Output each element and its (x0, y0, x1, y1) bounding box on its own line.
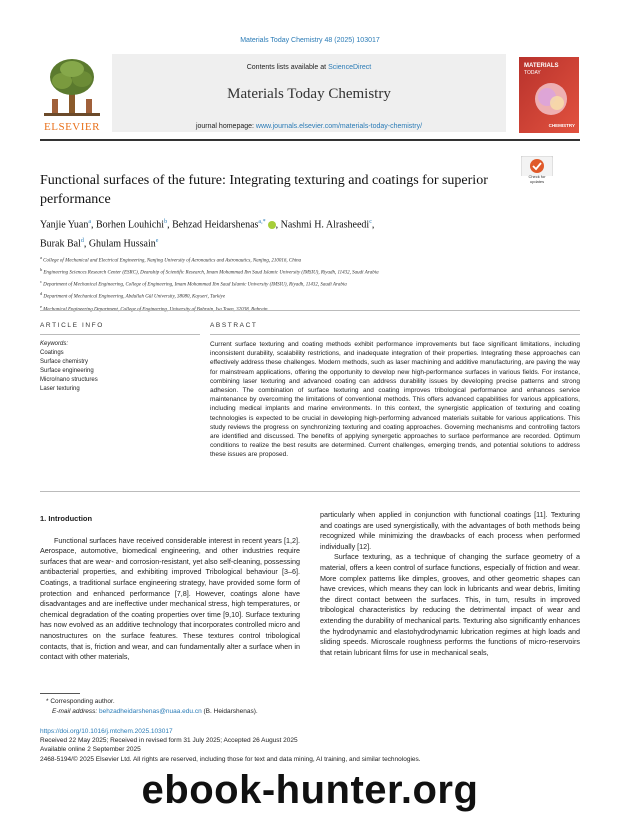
check-updates-icon (521, 156, 553, 176)
body-paragraph: Surface texturing, as a technique of changing the surface geometry of a material, offers a keen control of surface functions, especially of friction and wear. More complex patterns like dimples, grooves, and other geometric shapes can have crevices, which means they can lock in lubricants and wear debris, limiting the direct contact between the surfaces. This, in turn, results in improved tribological characteristics by reducing the detrimental impact of wear and extending the durability of mechanical parts. Texturing also significantly enhances the hydrodynamic and elastohydrodynamic lubrication regimes at high loads and sliding speeds. Microscale roughness performs the functions of micro-reservoirs that retain lubricant films for use in mechanical seals, (320, 552, 580, 657)
journal-cover-image[interactable] (519, 57, 579, 133)
author-separator: , (167, 219, 173, 231)
abstract-heading: ABSTRACT (210, 322, 258, 329)
abstract-bottom-rule (40, 491, 580, 492)
author-affiliation-marker[interactable]: b (164, 219, 168, 225)
email-label: E-mail address: (52, 707, 99, 715)
contents-line (112, 64, 506, 71)
homepage-link[interactable]: www.journals.elsevier.com/materials-today-chemistry/ (255, 123, 423, 130)
section-heading-introduction: 1. Introduction (40, 514, 93, 523)
author-name[interactable]: Ghulam Hussain (88, 238, 156, 250)
check-updates-label: Check for updates (528, 174, 546, 184)
received-dates: Received 22 May 2025; Received in revised form 31 July 2025; Accepted 26 August 2025 (40, 737, 298, 745)
author-separator: , (371, 219, 375, 231)
journal-name: Materials Today Chemistry (227, 86, 391, 102)
cover-brand: CHEMISTRY (548, 123, 575, 128)
email-link[interactable]: behzadheidarshenas@nuaa.edu.cn (98, 707, 202, 715)
footnote (40, 697, 440, 716)
author-affiliation-marker[interactable]: a (88, 219, 92, 225)
affiliation (40, 303, 580, 315)
article-info-rule (40, 334, 200, 335)
affiliation-marker: e (40, 303, 44, 309)
body-paragraph: Functional surfaces have received considerable interest in recent years [1,2]. Aerospace, automotive, biomedical engineering, and other industries require surfaces that are wear- and corrosion-resistant, yet also self-cleaning, possessing antibacterial properties, and exhibiting improved Tribological behaviour [3–6]. Coatings, a traditional surface engineering strategy, have provided some form of protection and enhanced performance [7,8]. However, coatings alone have disadvantages and are ineffective under mechanical stress, high temperatures, or chemical degradation of the coating properties over time [9,10]. Surface texturing has now evolved as an additive technology that incorporates controlled micro and nanostructures on the surface features. These textures control tribological contacts, that is, friction and wear, and can fundamentally alter a surface when in contact with other materials, (40, 535, 300, 662)
affiliation-text: College of Mechanical and Electrical Engineering, Nanjing University of Aeronautics and Astronautics, Nanjing, 210016, China (43, 258, 302, 264)
sciencedirect-link[interactable]: ScienceDirect (328, 64, 372, 71)
affiliation (40, 254, 580, 266)
contents-prefix: Contents lists available at (246, 64, 329, 71)
body-paragraph: particularly when applied in conjunction with functional coatings [11]. Texturing and coatings are used synergistically, with the advantages of both methods being recognized while minimizing the drawbacks of each process when performed individually [12]. (320, 510, 580, 551)
keyword: Surface engineering (40, 368, 94, 374)
affiliation-text: Engineering Sciences Research Center (ESRC), Deanship of Scientific Research, Imam Mohammad Ibn Saud Islamic University (IMSIU), Riyadh, 11432, Saudi Arabia (43, 270, 379, 276)
body-column-right (320, 510, 580, 658)
abstract-text: Current surface texturing and coating methods exhibit performance improvements but face significant limitations, including inconsistent durability, scalability restrictions, and inadequate integration of their properties. Integrating these approaches can effectively address these challenges. Modern methods, such as laser machining and additive manufacturing, are paving the way for mainstream applications, offering the opportunity to develop new high-performance surfaces in various fields. For instance, combining laser texturing and advanced coating can address durability issues by developing precise patterns and strong adhesion. The combination of surface texturing and coating improves tribological performance and enhances service maintenance by overcoming the limitations of conventional methods. This offers advanced capabilities for various applications, including medical implants and marine environments. In this context, the synergistic application of texturing and coating technologies is expected to be crucial in developing high-performing advanced materials suitable for various applications. This study reviews the progress on synchronizing texturing and coating approaches. Governing mechanisms and controlling factors are identified and discussed. The benefits of applying synergetic approaches to surface performance are recorded. Optimum conditions to realize the best results are determined. Current challenges, emerging trends, and potential solutions to address these issues are proposed. (210, 341, 580, 459)
keyword: Surface chemistry (40, 359, 89, 365)
affiliation (40, 266, 580, 278)
corresponding-author-note: * Corresponding author. (46, 698, 115, 705)
affiliation-list (40, 254, 580, 315)
author-affiliation-marker[interactable]: d (80, 238, 84, 245)
author-name[interactable]: Borhen Louhichi (96, 219, 165, 231)
author-name[interactable]: Yanjie Yuan (40, 219, 89, 231)
check-for-updates-badge[interactable] (521, 156, 553, 184)
elsevier-logo[interactable] (40, 55, 104, 135)
affiliation-marker: b (40, 267, 44, 273)
affiliation-marker: d (40, 291, 44, 297)
header-divider (40, 139, 580, 141)
keyword: Micro/nano structures (40, 377, 98, 383)
journal-citation[interactable]: Materials Today Chemistry 48 (2025) 103017 (240, 37, 380, 44)
affiliation (40, 278, 580, 290)
keywords-block (40, 340, 200, 394)
footnote-rule (40, 693, 80, 694)
author-separator: , (275, 219, 281, 231)
author-separator: , (83, 238, 89, 250)
article-info-heading: ARTICLE INFO (40, 322, 104, 329)
homepage-prefix: journal homepage: (195, 123, 256, 130)
keyword: Coatings (40, 350, 64, 356)
affiliation-text: Department of Mechanical Engineering, College of Engineering, Imam Mohammad Ibn Saud Islamic University (IMSIU), Riyadh, 11432, Saudi Arabia (43, 282, 347, 288)
orcid-icon[interactable] (268, 221, 276, 229)
copyright: 2468-5194/© 2025 Elsevier Ltd. All rights are reserved, including those for text and data mining, AI training, and similar technologies. (40, 755, 421, 763)
affiliation-marker: a (40, 255, 44, 260)
author-name[interactable]: Burak Bal (40, 238, 81, 250)
author-list (40, 214, 580, 253)
body-column-left (40, 514, 300, 663)
affiliation-text: Department of Mechanical Engineering, Abdullah Gül University, 38080, Kayseri, Turkiye (43, 295, 226, 301)
author-affiliation-marker[interactable]: a,* (258, 219, 266, 225)
author-name[interactable]: Behzad Heidarshenas (172, 219, 259, 231)
publication-info (40, 727, 580, 764)
affiliation-marker: c (40, 279, 44, 285)
abstract-rule (210, 334, 580, 335)
cover-title-1: MATERIALS (524, 63, 559, 69)
journal-homepage (112, 123, 506, 130)
doi-link[interactable]: https://doi.org/10.1016/j.mtchem.2025.103017 (40, 728, 173, 735)
article-title: Functional surfaces of the future: Integrating texturing and coatings for superior performance (40, 173, 488, 207)
author-affiliation-marker[interactable]: e (155, 238, 159, 245)
affiliation (40, 290, 580, 302)
author-separator: , (91, 219, 97, 231)
cover-title-2: TODAY (524, 70, 541, 76)
watermark: ebook-hunter.org (141, 768, 479, 812)
author-affiliation-marker[interactable]: c (369, 219, 372, 225)
elsevier-wordmark: ELSEVIER (44, 121, 100, 133)
email-line (40, 707, 440, 717)
author-name[interactable]: Nashmi H. Alrasheedi (280, 219, 370, 231)
keyword: Laser texturing (40, 386, 80, 392)
email-suffix: (B. Heidarshenas). (201, 707, 258, 715)
keywords-heading: Keywords: (40, 341, 69, 347)
section-divider (40, 310, 580, 311)
available-online: Available online 2 September 2025 (40, 746, 141, 754)
